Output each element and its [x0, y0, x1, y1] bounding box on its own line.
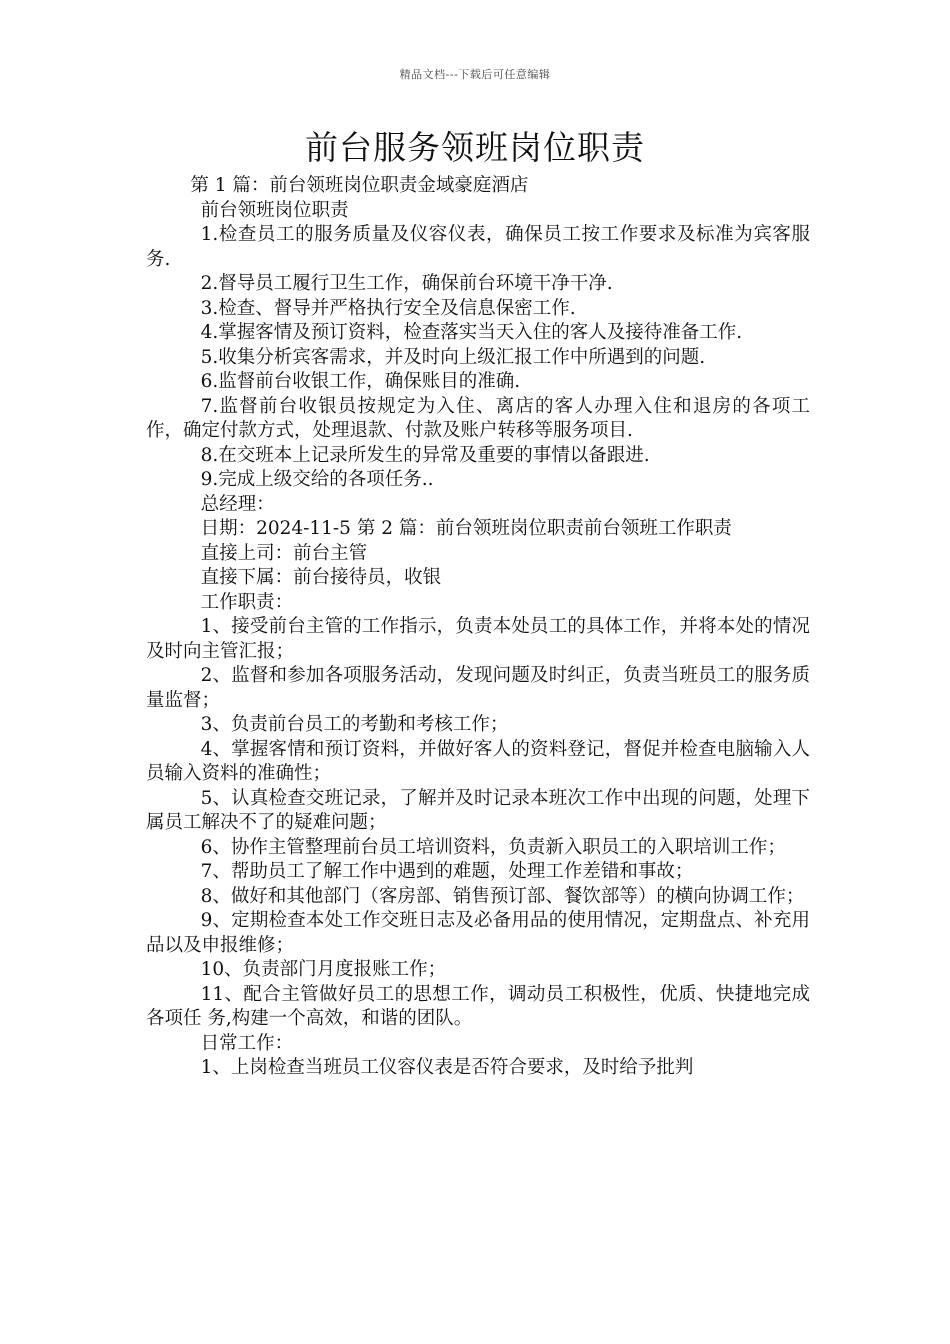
- paragraph: 3.检查、督导并严格执行安全及信息保密工作.: [200, 297, 576, 319]
- paragraph: 8、做好和其他部门（客房部、销售预订部、餐饮部等）的横向协调工作；: [200, 885, 805, 907]
- paragraph: 11、配合主管做好员工的思想工作，调动员工积极性，优质、快捷地完成各项任 务,构建一个高效，和谐的团队。: [146, 983, 810, 1029]
- paragraph: 3、负责前台员工的考勤和考核工作；: [200, 714, 509, 735]
- paragraph: 1、接受前台主管的工作指示，负责本处员工的具体工作，并将本处的情况及时向主管汇报；: [146, 616, 810, 662]
- document-body: [146, 174, 810, 1081]
- paragraph: 10、负责部门月度报账工作；: [200, 959, 447, 980]
- paragraph: 4.掌握客情及预订资料，检查落实当天入住的客人及接待准备工作.: [200, 322, 743, 343]
- paragraph: 9.完成上级交给的各项任务..: [200, 469, 434, 490]
- paragraph: 2.督导员工履行卫生工作，确保前台环境干净干净.: [200, 273, 613, 294]
- paragraph: 1.检查员工的服务质量及仪容仪表，确保员工按工作要求及标准为宾客服务.: [146, 224, 810, 270]
- paragraph: 总经理：: [200, 493, 275, 515]
- paragraph: 7、帮助员工了解工作中遇到的难题，处理工作差错和事故；: [200, 861, 694, 882]
- paragraph: 4、掌握客情和预订资料，并做好客人的资料登记，督促并检查电脑输入人员输入资料的准确性；: [146, 738, 810, 784]
- paragraph: 工作职责：: [200, 591, 294, 613]
- paragraph: 第 1 篇：前台领班岗位职责金域豪庭酒店: [190, 175, 529, 196]
- document-header-note: 精品文档---下载后可任意编辑: [399, 68, 551, 81]
- paragraph: 7.监督前台收银员按规定为入住、离店的客人办理入住和退房的各项工作，确定付款方式，处理退款、付款及账户转移等服务项目.: [146, 395, 810, 441]
- paragraph: 直接下属：前台接待员，收银: [200, 567, 442, 588]
- paragraph: 2、监督和参加各项服务活动，发现问题及时纠正，负责当班员工的服务质量监督；: [146, 665, 810, 711]
- paragraph: 1、上岗检查当班员工仪容仪表是否符合要求，及时给予批判: [200, 1057, 694, 1078]
- paragraph: 5、认真检查交班记录，了解并及时记录本班次工作中出现的问题，处理下属员工解决不了的疑难问题；: [146, 787, 810, 833]
- paragraph: 前台领班岗位职责: [200, 199, 349, 221]
- paragraph: 6、协作主管整理前台员工培训资料，负责新入职员工的入职培训工作；: [200, 836, 786, 858]
- paragraph: 6.监督前台收银工作，确保账目的准确.: [200, 371, 521, 392]
- paragraph: 9、定期检查本处工作交班日志及必备用品的使用情况，定期盘点、补充用品以及申报维修；: [146, 910, 810, 956]
- paragraph: 5.收集分析宾客需求，并及时向上级汇报工作中所遇到的问题.: [200, 346, 706, 368]
- paragraph: 日常工作：: [200, 1032, 294, 1054]
- paragraph: 8.在交班本上记录所发生的异常及重要的事情以备跟进.: [200, 444, 650, 466]
- paragraph: 直接上司：前台主管: [200, 542, 368, 564]
- document-title: 前台服务领班岗位职责: [305, 128, 645, 167]
- paragraph: 日期：2024-11-5 第 2 篇：前台领班岗位职责前台领班工作职责: [200, 518, 732, 539]
